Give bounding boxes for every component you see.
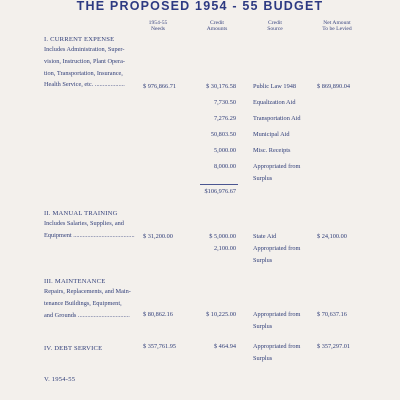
section-heading-maintenance: III. MAINTENANCE (44, 278, 106, 285)
net-debt-service: $ 357,297.01 (317, 343, 351, 350)
credit-amount: 7,276.29 (213, 115, 236, 122)
desc-line: tion, Transportation, Insurance, (44, 69, 123, 77)
col-header-net-line1: Net Amount (323, 20, 351, 26)
credit-source: Public Law 1948 (253, 83, 297, 90)
net-maintenance: $ 70,637.16 (317, 311, 347, 318)
desc-line: Repairs, Replacements, and Main- (44, 288, 131, 295)
col-header-needs-line2: Needs (151, 26, 165, 33)
net-current-expense: $ 869,890.04 (317, 83, 351, 90)
credit-source: State Aid (253, 233, 277, 240)
credit-source: Appropriated from (253, 163, 301, 170)
credit-total-current-expense: $106,976.67 (204, 188, 236, 195)
credit-amount: $ 10,225.00 (206, 311, 236, 318)
credit-source: Transportation Aid (253, 115, 301, 122)
total-rule (200, 184, 238, 185)
needs-debt-service: $ 357,761.95 (143, 343, 177, 350)
col-header-needs-line1: 1954-55 (148, 20, 168, 26)
credit-amount: $ 5,000.00 (209, 233, 236, 240)
col-header-net (313, 20, 361, 32)
needs-manual-training: $ 31,200.00 (143, 233, 173, 240)
section-heading-manual-training: II. MANUAL TRAINING (44, 210, 118, 217)
col-header-source-line1: Credit (268, 20, 282, 26)
section-desc-manual-training (44, 218, 144, 242)
section-heading-debt-service: IV. DEBT SERVICE (44, 345, 103, 352)
credit-amount: 2,100.00 (213, 245, 236, 252)
credit-source-continued: Surplus (253, 323, 273, 330)
credit-amount: 50,803.50 (210, 131, 236, 138)
section-desc-current-expense (44, 44, 144, 91)
credit-amount: $ 464.94 (213, 343, 236, 350)
credit-source: Appropriated from (253, 311, 301, 318)
col-header-credit-line1: Credit (210, 20, 224, 26)
credit-source: Appropriated from (253, 245, 301, 252)
net-manual-training: $ 24,100.00 (317, 233, 347, 240)
credit-source-continued: Surplus (253, 257, 273, 264)
col-header-source-line2: Source (267, 26, 283, 33)
section-heading-current-expense: I. CURRENT EXPENSE (44, 36, 115, 43)
desc-line: Includes Salaries, Supplies, and (44, 220, 124, 227)
col-header-needs (138, 20, 178, 32)
credit-source: Misc. Receipts (253, 147, 291, 154)
credit-amount: 5,000.00 (213, 147, 236, 154)
col-header-credit (197, 20, 237, 32)
credit-amount: 8,000.00 (213, 163, 236, 170)
credit-source: Appropriated from (253, 343, 301, 350)
col-header-credit-line2: Amounts (206, 26, 228, 33)
needs-current-expense: $ 976,866.71 (143, 83, 177, 90)
desc-line: Health Service, etc. ................... (44, 81, 125, 89)
section-desc-maintenance (44, 286, 148, 321)
desc-line: Includes Administration, Super- (44, 46, 125, 53)
desc-line: tenance Buildings, Equipment, (44, 299, 122, 307)
credit-source: Equalization Aid (253, 99, 296, 106)
col-header-net-line2: To be Levied (322, 26, 352, 33)
desc-line: vision, Instruction, Plant Opera- (44, 57, 125, 65)
needs-maintenance: $ 80,862.16 (143, 311, 173, 318)
credit-source-continued: Surplus (253, 355, 273, 362)
credit-amount: 7,730.50 (213, 99, 236, 106)
desc-line: Equipment ....................................... (44, 231, 135, 239)
col-header-source (255, 20, 295, 32)
credit-amount: $ 30,176.58 (206, 83, 236, 90)
page-title: THE PROPOSED 1954 - 55 BUDGET (76, 0, 324, 13)
credit-source: Municipal Aid (253, 131, 290, 138)
desc-line: and Grounds ................................. (44, 311, 130, 319)
section-heading-year: V. 1954-55 (44, 376, 76, 383)
credit-source-continued: Surplus (253, 175, 273, 182)
